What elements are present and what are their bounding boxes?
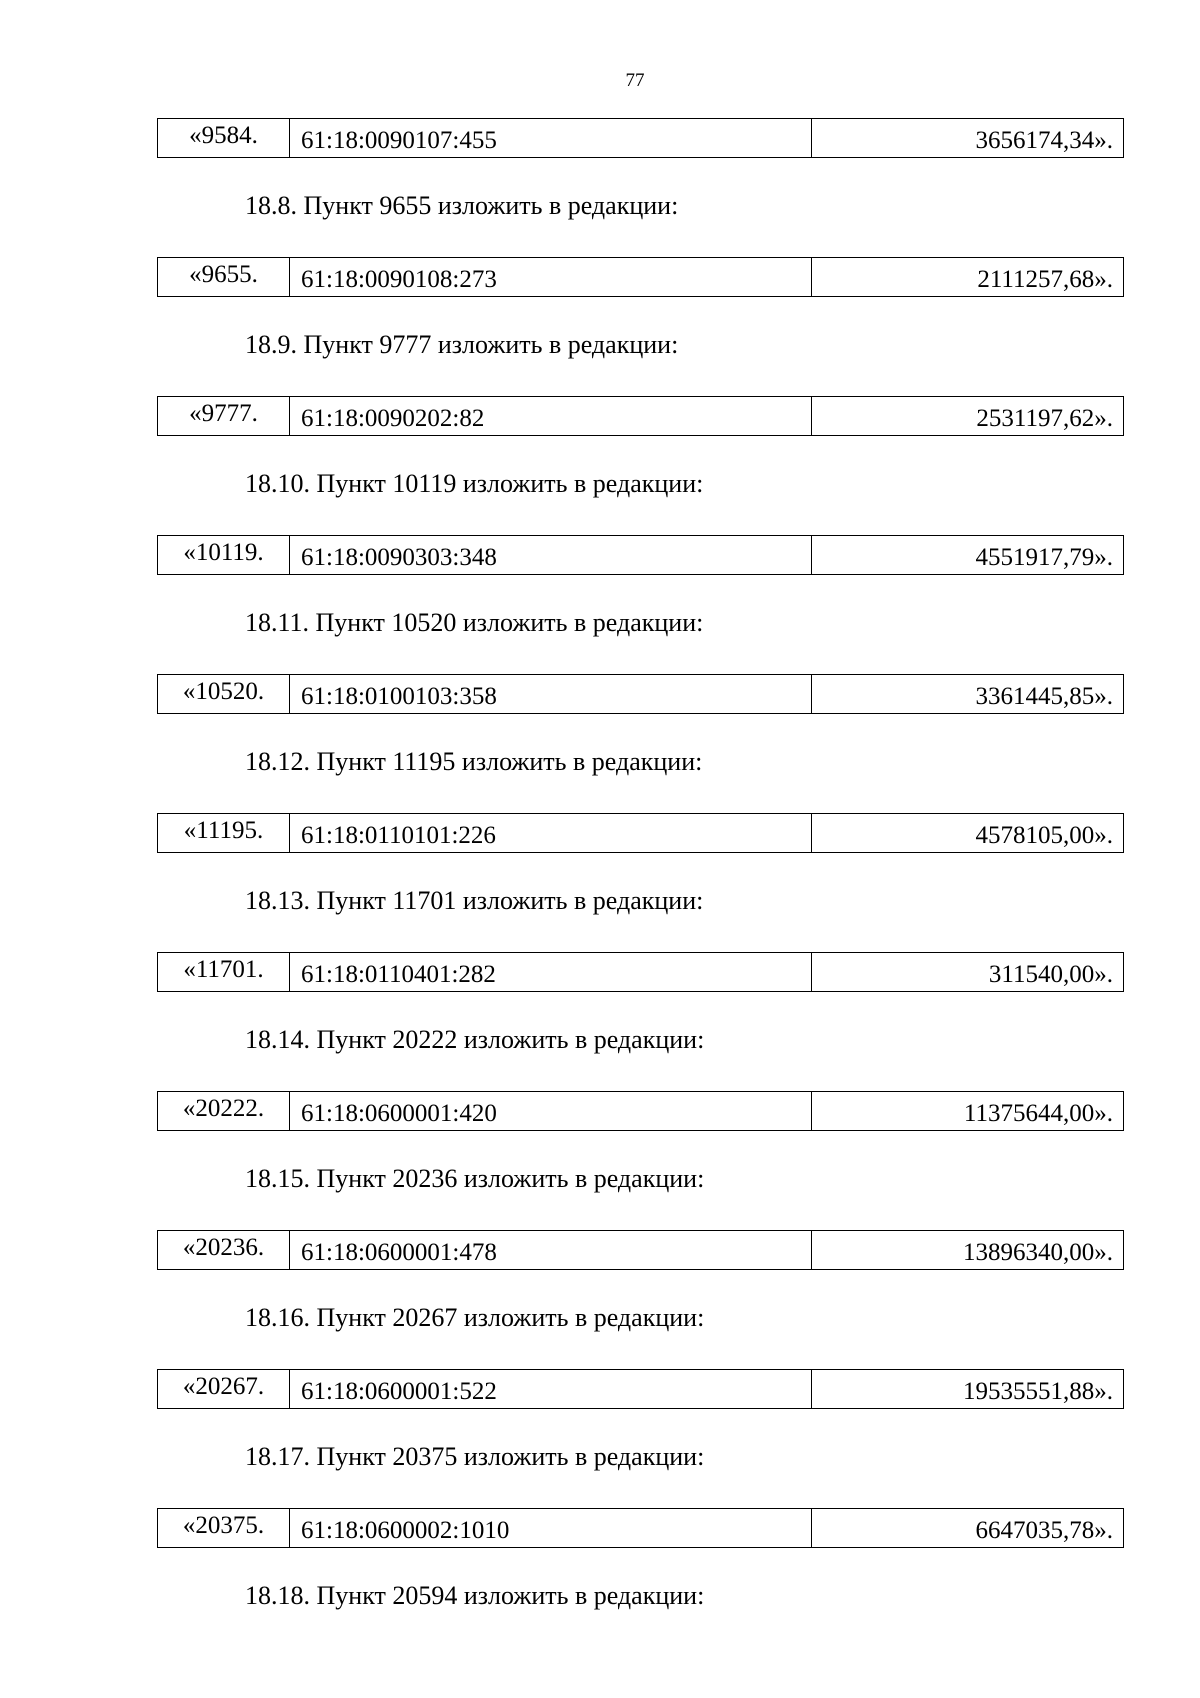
instruction-text: 18.13. Пункт 11701 изложить в редакции: xyxy=(245,886,704,915)
cadastral-value: 6647035,78». xyxy=(975,1517,1113,1544)
cadastral-value: 311540,00». xyxy=(988,961,1113,988)
instruction-text: 18.11. Пункт 10520 изложить в редакции: xyxy=(245,608,704,637)
cadastral-number: 61:18:0600001:478 xyxy=(290,1231,812,1269)
item-number: «11701. xyxy=(158,953,290,991)
cadastral-number: 61:18:0090107:455 xyxy=(290,119,812,157)
instruction-text: 18.17. Пункт 20375 изложить в редакции: xyxy=(245,1442,705,1471)
item-number: «9777. xyxy=(158,397,290,435)
table-row xyxy=(157,257,1124,297)
cadastral-value: 19535551,88». xyxy=(963,1378,1113,1405)
cadastral-number: 61:18:0600001:522 xyxy=(290,1370,812,1408)
table-row xyxy=(157,1230,1124,1270)
table-row xyxy=(157,535,1124,575)
instruction-text: 18.16. Пункт 20267 изложить в редакции: xyxy=(245,1303,705,1332)
item-number: «20375. xyxy=(158,1509,290,1547)
cadastral-value: 2111257,68». xyxy=(977,266,1113,293)
cadastral-number: 61:18:0090303:348 xyxy=(290,536,812,574)
table-row xyxy=(157,1091,1124,1131)
item-number: «9655. xyxy=(158,258,290,296)
item-number: «10520. xyxy=(158,675,290,713)
cadastral-value: 2531197,62». xyxy=(976,405,1113,432)
cadastral-number: 61:18:0090202:82 xyxy=(290,397,812,435)
item-number: «20236. xyxy=(158,1231,290,1269)
table-row xyxy=(157,1369,1124,1409)
cadastral-value: 3656174,34». xyxy=(975,127,1113,154)
instruction-text: 18.8. Пункт 9655 изложить в редакции: xyxy=(245,191,679,220)
page-number: 77 xyxy=(625,70,645,91)
instruction-text: 18.9. Пункт 9777 изложить в редакции: xyxy=(245,330,679,359)
instruction-text: 18.18. Пункт 20594 изложить в редакции: xyxy=(245,1581,705,1610)
instruction-text: 18.14. Пункт 20222 изложить в редакции: xyxy=(245,1025,705,1054)
cadastral-number: 61:18:0090108:273 xyxy=(290,258,812,296)
item-number: «10119. xyxy=(158,536,290,574)
cadastral-number: 61:18:0100103:358 xyxy=(290,675,812,713)
item-number: «20222. xyxy=(158,1092,290,1130)
cadastral-value: 13896340,00». xyxy=(963,1239,1113,1266)
cadastral-number: 61:18:0600002:1010 xyxy=(290,1509,812,1547)
item-number: «11195. xyxy=(158,814,290,852)
cadastral-value: 3361445,85». xyxy=(975,683,1113,710)
item-number: «20267. xyxy=(158,1370,290,1408)
table-row xyxy=(157,1508,1124,1548)
cadastral-number: 61:18:0110101:226 xyxy=(290,814,812,852)
instruction-text: 18.12. Пункт 11195 изложить в редакции: xyxy=(245,747,703,776)
item-number: «9584. xyxy=(158,119,290,157)
table-row xyxy=(157,813,1124,853)
table-row xyxy=(157,118,1124,158)
cadastral-value: 4551917,79». xyxy=(975,544,1113,571)
instruction-text: 18.15. Пункт 20236 изложить в редакции: xyxy=(245,1164,705,1193)
cadastral-number: 61:18:0600001:420 xyxy=(290,1092,812,1130)
table-row xyxy=(157,674,1124,714)
table-row xyxy=(157,396,1124,436)
table-row xyxy=(157,952,1124,992)
cadastral-value: 4578105,00». xyxy=(975,822,1113,849)
cadastral-number: 61:18:0110401:282 xyxy=(290,953,812,991)
cadastral-value: 11375644,00». xyxy=(963,1100,1113,1127)
instruction-text: 18.10. Пункт 10119 изложить в редакции: xyxy=(245,469,704,498)
